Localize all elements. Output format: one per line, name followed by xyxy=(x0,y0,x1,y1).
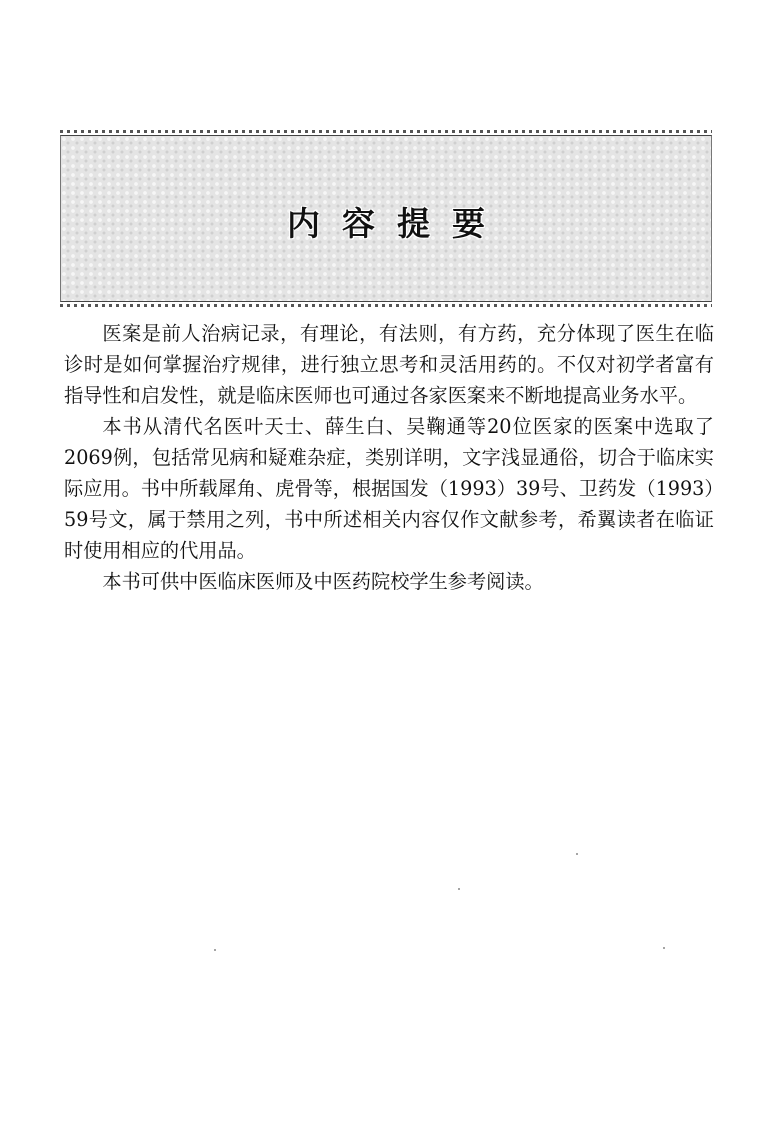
title-banner xyxy=(60,135,712,302)
paragraph-audience: 本书可供中医临床医师及中医药院校学生参考阅读。 xyxy=(102,570,544,593)
scan-speck xyxy=(458,888,460,890)
scan-speck xyxy=(214,949,216,951)
summary-text xyxy=(64,318,714,597)
paragraph-intro: 医案是前人治病记录，有理论，有法则，有方药，充分体现了医生在临诊时是如何掌握治疗规律，进行独立思考和灵活用药的。不仅对初学者富有指导性和启发性，就是临床医师也可通过各家医案来不断地提高业务水平。 xyxy=(64,322,714,407)
paragraph-content: 本书从清代名医叶天士、薛生白、吴鞠通等20位医家的医案中选取了2069例，包括常见病和疑难杂症，类别详明，文字浅显通俗，切合于临床实际应用。书中所载犀角、虎骨等，根据国发（1993）39号、卫药发（1993）59号文，属于禁用之列，书中所述相关内容仅作文献参考，希翼读者在临证时使用相应的代用品。 xyxy=(64,415,714,562)
scan-speck xyxy=(576,853,578,855)
scan-speck xyxy=(663,947,665,949)
section-heading: 内容提要 xyxy=(287,204,507,243)
